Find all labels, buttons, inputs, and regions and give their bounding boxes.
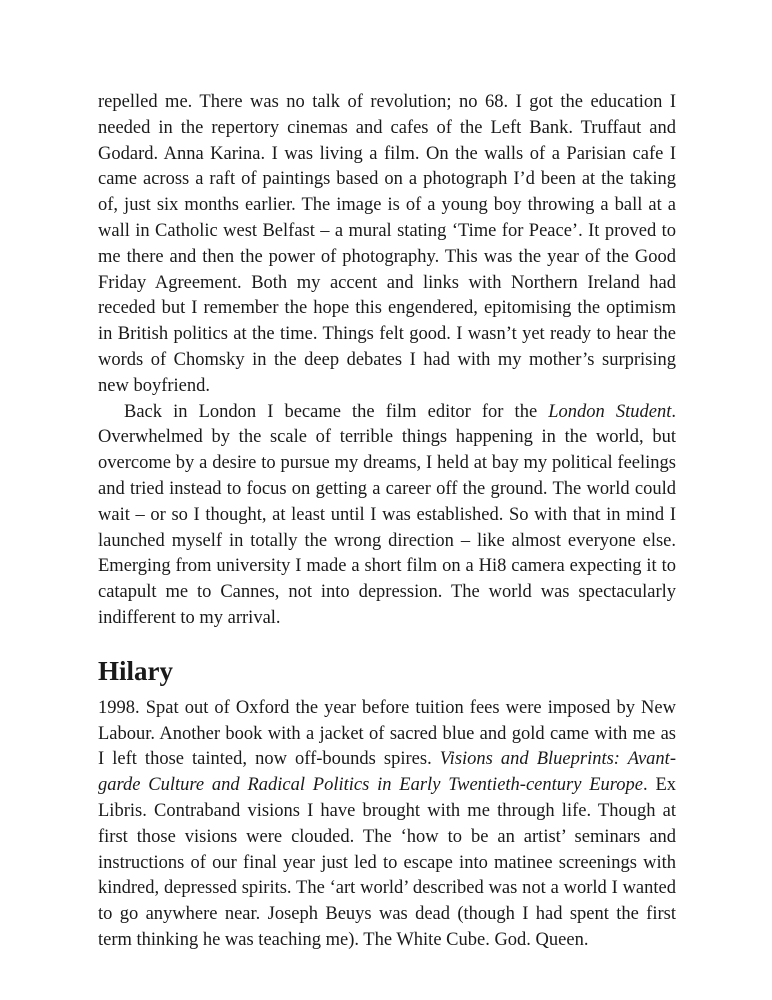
text-run: 1998. Spat out of Oxford the year before tuition fees were imposed by New Labour. Another book with a jacket of sacred blue and gold came with me as I left those tainted, now off-bounds spires. [98, 697, 676, 770]
paragraph [98, 696, 676, 954]
publication-title: London Student [548, 401, 672, 422]
book-page [98, 90, 676, 954]
paragraph: repelled me. There was no talk of revolution; no 68. I got the education I needed in the repertory cinemas and cafes of the Left Bank. Truffaut and Godard. Anna Karina. I was living a film. On the walls of a Parisian cafe I came across a raft of paintings based on a photograph I’d been at the taking of, just six months earlier. The image is of a young boy throwing a ball at a wall in Catholic west Belfast – a mural stating ‘Time for Peace’. It proved to me there and then the power of photography. This was the year of the Good Friday Agreement. Both my accent and links with Northern Ireland had receded but I remember the hope this engendered, epitomising the optimism in British politics at the time. Things felt good. I wasn’t yet ready to hear the words of Chomsky in the deep debates I had with my mother’s surprising new boyfriend. [98, 92, 676, 396]
text-run: . Overwhelmed by the scale of terrible things happening in the world, but overcome by a desire to pursue my dreams, I held at bay my political feelings and tried instead to focus on getting a career off the ground. The world could wait – or so I thought, at least until I was established. So with that in mind I launched myself in totally the wrong direction – like almost everyone else. Emerging from university I made a short film on a Hi8 camera expecting it to catapult me to Cannes, not into depression. The world was spectacularly indifferent to my arrival. [98, 401, 676, 628]
text-run: . Ex Libris. Contraband visions I have brought with me through life. Though at first those visions were clouded. The ‘how to be an artist’ seminars and instructions of our final year just led to escape into matinee screenings with kindred, depressed spirits. The ‘art world’ described was not a world I wanted to go anywhere near. Joseph Beuys was dead (though I had spent the first term thinking he was teaching me). The White Cube. God. Queen. [98, 775, 676, 950]
text-run: Back in London I became the film editor for the [124, 401, 549, 422]
paragraph [98, 400, 676, 632]
book-title: Visions and Blueprints: Avant-garde Culture and Radical Politics in Early Twentieth-century Europe [98, 749, 676, 796]
section-heading: Hilary [98, 655, 173, 686]
